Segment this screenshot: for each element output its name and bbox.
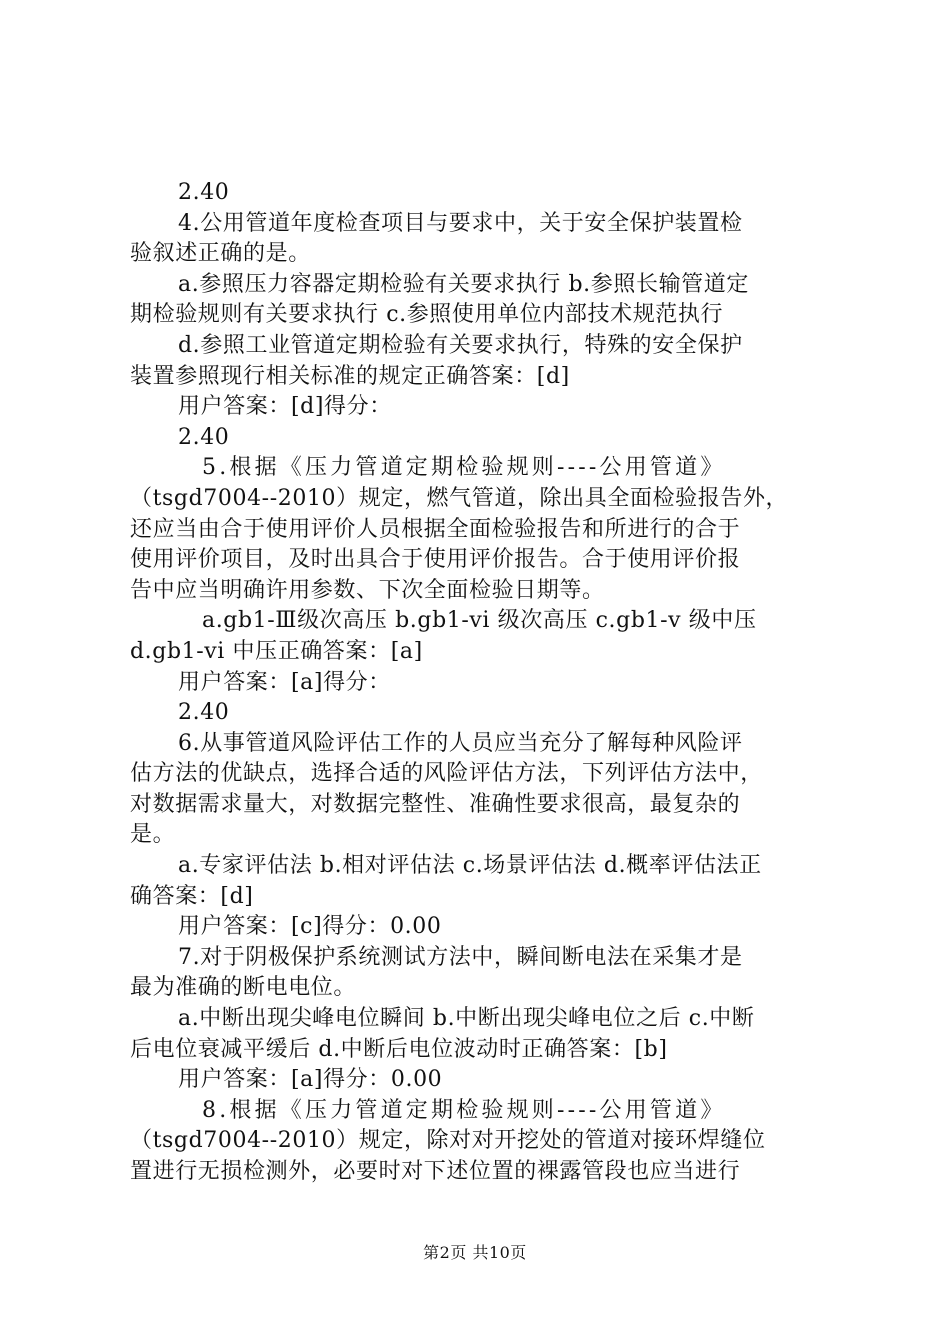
question-6-correct-answer: 确答案：[d] [130, 883, 254, 909]
question-5-options-line-1: a.gb1-Ⅲ级次高压 b.gb1-vi 级次高压 c.gb1-v 级中压 [202, 608, 757, 634]
question-6-line-4: 是。 [130, 822, 176, 848]
body-text [130, 178, 832, 1188]
question-7-line-2: 最为准确的断电电位。 [130, 975, 357, 1001]
question-4-line-1: 4.公用管道年度检查项目与要求中，关于安全保护装置检 [178, 210, 743, 236]
question-8-line-3: 置进行无损检测外，必要时对下述位置的裸露管段也应当进行 [130, 1159, 741, 1184]
question-5-line-4: 使用评价项目，及时出具合于使用评价报告。合于使用评价报 [130, 547, 741, 573]
question-6-user-answer: 用户答案：[c]得分：0.00 [178, 914, 442, 940]
question-4-correct-answer: 装置参照现行相关标准的规定正确答案：[d] [130, 363, 570, 389]
question-6-line-2: 估方法的优缺点，选择合适的风险评估方法，下列评估方法中， [130, 761, 763, 787]
question-4-user-answer: 用户答案：[d]得分： [178, 394, 392, 420]
page-footer: 第2页 共10页 [423, 1243, 527, 1262]
question-7-user-answer: 用户答案：[a]得分：0.00 [178, 1067, 443, 1093]
question-7-options-line-1: a.中断出现尖峰电位瞬间 b.中断出现尖峰电位之后 c.中断 [178, 1006, 755, 1032]
question-8-line-1: 8.根据《压力管道定期检验规则----公用管道》 [202, 1097, 726, 1123]
question-5-line-3: 还应当由合于使用评价人员根据全面检验报告和所进行的合于 [130, 516, 741, 542]
question-6-line-3: 对数据需求量大，对数据完整性、准确性要求很高，最复杂的 [130, 791, 741, 817]
question-5-score: 2.40 [178, 700, 230, 726]
question-5-line-2: （tsgd7004--2010）规定，燃气管道，除出具全面检验报告外， [130, 485, 789, 511]
question-6-options-line-1: a.专家评估法 b.相对评估法 c.场景评估法 d.概率评估法正 [178, 853, 762, 879]
question-8-line-2: （tsgd7004--2010）规定，除对对开挖处的管道对接环焊缝位 [130, 1128, 766, 1154]
question-4-options-line-2: 期检验规则有关要求执行 c.参照使用单位内部技术规范执行 [130, 302, 724, 328]
question-7-line-1: 7.对于阴极保护系统测试方法中，瞬间断电法在采集才是 [178, 944, 743, 970]
question-5-user-answer: 用户答案：[a]得分： [178, 669, 391, 695]
question-4-score: 2.40 [178, 424, 230, 450]
question-7-options-line-2: 后电位衰减平缓后 d.中断后电位波动时正确答案：[b] [130, 1036, 668, 1062]
score-line: 2.40 [178, 180, 230, 205]
question-6-line-1: 6.从事管道风险评估工作的人员应当充分了解每种风险评 [178, 730, 743, 756]
question-4-options-line-1: a.参照压力容器定期检验有关要求执行 b.参照长输管道定 [178, 271, 749, 297]
question-4-line-2: 验叙述正确的是。 [130, 241, 311, 267]
question-5-options-line-2: d.gb1-vi 中压正确答案：[a] [130, 638, 423, 664]
question-4-options-line-3: d.参照工业管道定期检验有关要求执行，特殊的安全保护 [178, 332, 743, 358]
question-5-line-5: 告中应当明确许用参数、下次全面检验日期等。 [130, 577, 605, 603]
question-5-line-1: 5.根据《压力管道定期检验规则----公用管道》 [202, 455, 726, 481]
